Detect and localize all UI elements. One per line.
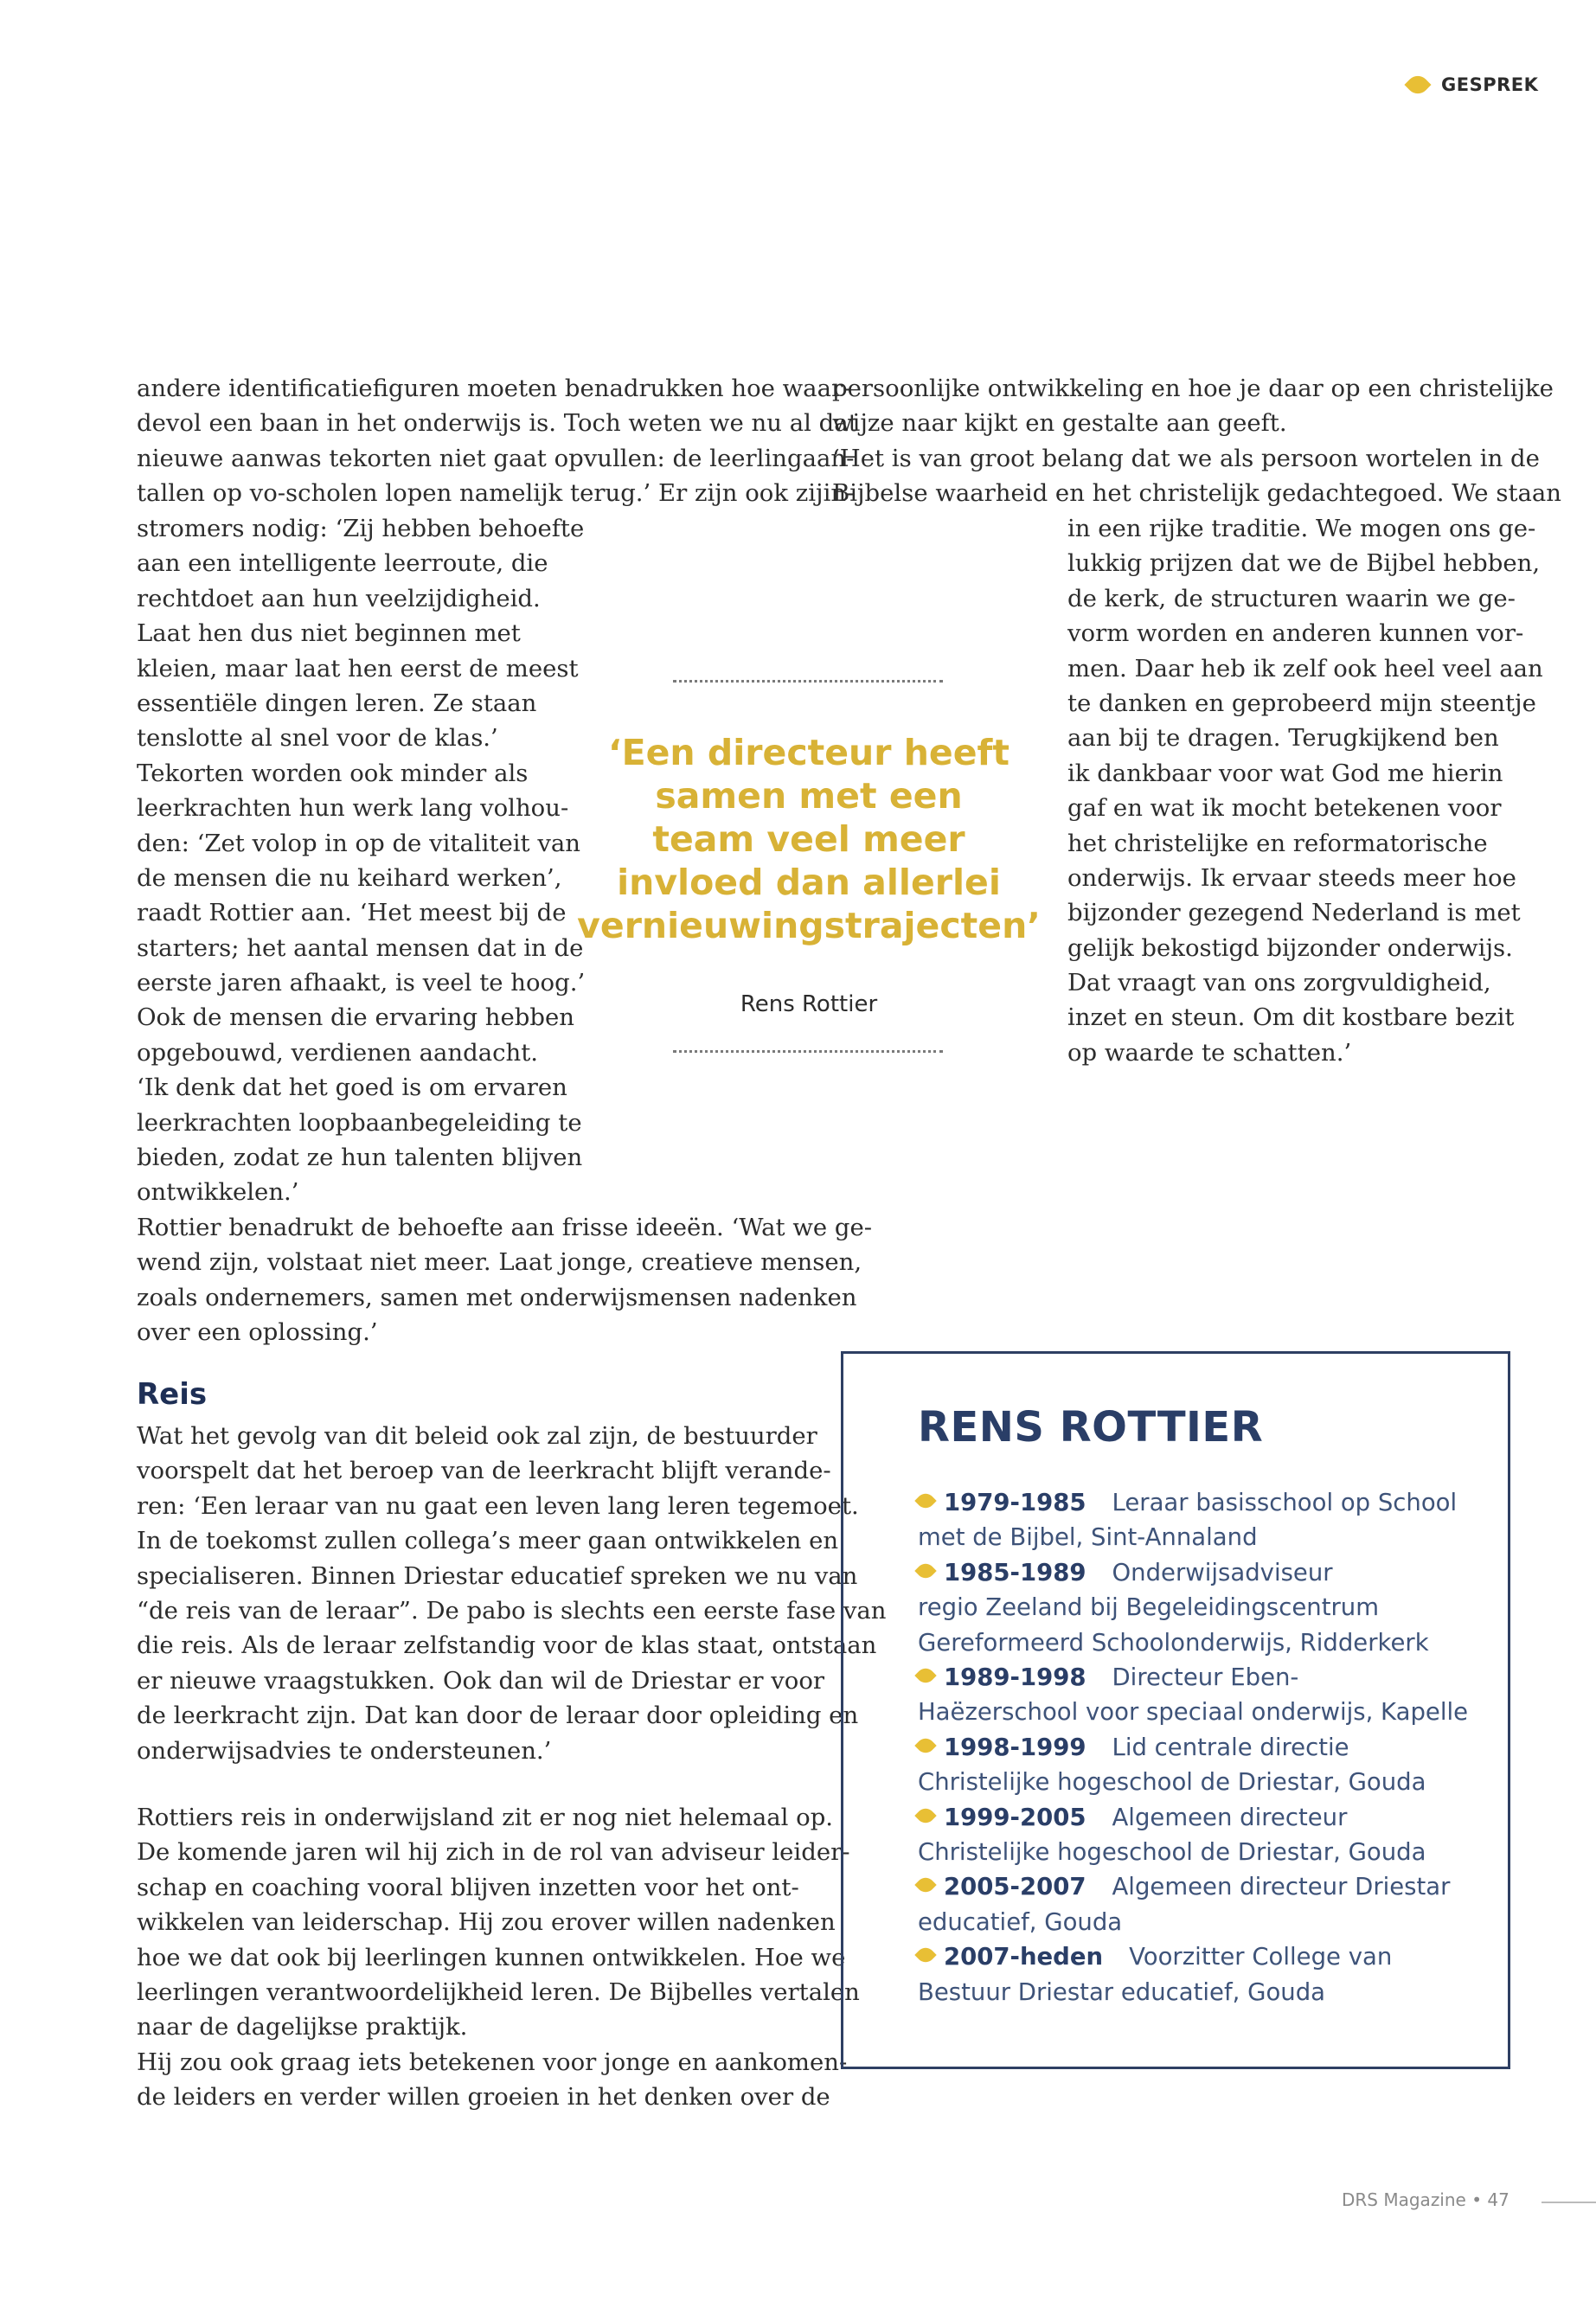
bio-role: Leraar basisschool op School — [1112, 1489, 1458, 1516]
text-line: andere identificatiefiguren moeten benadrukken hoe waar- — [137, 375, 851, 402]
text-line: op waarde te schatten.’ — [1067, 1038, 1352, 1067]
text-line: den: ‘Zet volop in op de vitaliteit van — [137, 829, 580, 857]
text-line: Laat hen dus niet beginnen met — [137, 619, 521, 648]
subheading-reis: Reis — [137, 1377, 208, 1412]
text-line: Wat het gevolg van dit beleid ook zal zijn, de bestuurder — [137, 1422, 817, 1450]
text-line: persoonlijke ontwikkeling en hoe je daar op een christelijke — [832, 375, 1554, 402]
section-tag — [1408, 74, 1538, 95]
text-line: Bijbelse waarheid en het christelijk gedachtegoed. We staan — [832, 479, 1561, 508]
bio-role-continued: Christelijke hogeschool de Driestar, Gouda — [918, 1768, 1426, 1797]
text-line: vorm worden en anderen kunnen vor- — [1067, 619, 1524, 648]
bio-entry — [918, 1730, 1489, 1800]
leaf-bullet-icon — [914, 1875, 936, 1896]
bio-role: Voorzitter College van — [1129, 1943, 1393, 1971]
text-line: hoe we dat ook bij leerlingen kunnen ontwikkelen. Hoe we — [137, 1943, 846, 1971]
text-line: aan bij te dragen. Terugkijkend ben — [1067, 724, 1499, 753]
bio-entry — [918, 1800, 1489, 1870]
text-line: raadt Rottier aan. ‘Het meest bij de — [137, 899, 567, 927]
text-line: gaf en wat ik mocht betekenen voor — [1067, 794, 1502, 823]
pull-quote-line: samen met een — [655, 775, 963, 817]
bio-entry — [918, 1485, 1489, 1555]
text-line: ren: ‘Een leraar van nu gaat een leven lang leren tegemoet. — [137, 1491, 859, 1520]
text-line: in een rijke traditie. We mogen ons ge- — [1067, 515, 1536, 542]
text-line: voorspelt dat het beroep van de leerkracht blijft verande- — [137, 1457, 831, 1485]
text-line: rechtdoet aan hun veelzijdigheid. — [137, 584, 541, 612]
bio-role-continued: educatief, Gouda — [918, 1907, 1123, 1936]
text-line: bieden, zodat ze hun talenten blijven — [137, 1144, 583, 1172]
bio-years: 1998-1999 — [944, 1733, 1086, 1761]
text-line: inzet en steun. Om dit kostbare bezit — [1067, 1003, 1515, 1032]
bio-entry — [918, 1869, 1489, 1939]
leaf-bullet-icon — [914, 1560, 936, 1581]
right-narrow-text — [1067, 511, 1543, 1070]
pull-quote-line: invloed dan allerlei — [617, 862, 1001, 903]
bio-role-continued: Bestuur Driestar educatief, Gouda — [918, 1977, 1326, 2006]
text-line: de leiders en verder willen groeien in het denken over de — [137, 2083, 830, 2112]
text-line: men. Daar heb ik zelf ook heel veel aan — [1067, 654, 1543, 683]
bio-role-continued: Christelijke hogeschool de Driestar, Gouda — [918, 1838, 1426, 1867]
text-line: Ook de mensen die ervaring hebben — [137, 1003, 574, 1032]
bio-years: 1999-2005 — [944, 1803, 1086, 1831]
text-line: er nieuwe vraagstukken. Ook dan wil de Driestar er voor — [137, 1666, 825, 1695]
pull-quote-author: Rens Rottier — [740, 991, 878, 1017]
bio-role: Onderwijsadviseur — [1112, 1558, 1333, 1586]
text-line: eerste jaren afhaakt, is veel te hoog.’ — [137, 969, 586, 997]
text-line: onderwijsadvies te ondersteunen.’ — [137, 1736, 552, 1765]
text-line: leerkrachten hun werk lang volhou- — [137, 794, 569, 823]
reis-paragraph — [137, 1419, 887, 1768]
text-line: devol een baan in het onderwijs is. Toch weten we nu al dat — [137, 409, 858, 438]
text-line: te danken en geprobeerd mijn steentje — [1067, 689, 1536, 717]
quote-divider-top — [673, 680, 943, 683]
left-narrow-text — [137, 511, 586, 1210]
footer-rule — [1542, 2202, 1596, 2203]
text-line: onderwijs. Ik ervaar steeds meer hoe — [1067, 863, 1516, 892]
bio-years: 2005-2007 — [944, 1873, 1086, 1901]
bio-years: 1979-1985 — [944, 1489, 1086, 1516]
text-line: de mensen die nu keihard werken’, — [137, 863, 562, 892]
magazine-name: DRS Magazine — [1342, 2189, 1466, 2210]
text-line: tenslotte al snel voor de klas.’ — [137, 724, 498, 753]
bio-role: Algemeen directeur Driestar — [1112, 1873, 1451, 1901]
text-line: kleien, maar laat hen eerst de meest — [137, 654, 579, 683]
text-line: Tekorten worden ook minder als — [137, 759, 529, 787]
leaf-bullet-icon — [914, 1734, 936, 1756]
bio-entry — [918, 1660, 1489, 1730]
bio-role: Lid centrale directie — [1112, 1733, 1349, 1761]
text-line: wijze naar kijkt en gestalte aan geeft. — [832, 409, 1287, 438]
bio-years: 2007-heden — [944, 1943, 1104, 1971]
right-wide-text — [832, 371, 1561, 511]
leaf-bullet-icon — [914, 1804, 936, 1826]
text-line: De komende jaren wil hij zich in de rol van adviseur leider- — [137, 1838, 850, 1867]
text-line: starters; het aantal mensen dat in de — [137, 933, 584, 962]
text-line: specialiseren. Binnen Driestar educatief spreken we nu van — [137, 1561, 858, 1590]
text-line: schap en coaching vooral blijven inzetten voor het ont- — [137, 1873, 799, 1901]
bio-role: Algemeen directeur — [1112, 1803, 1348, 1831]
page-number: 47 — [1487, 2189, 1509, 2210]
pull-quote-line: ‘Een directeur heeft — [608, 732, 1010, 773]
text-line: over een oplossing.’ — [137, 1318, 378, 1347]
closing-paragraph — [137, 1800, 860, 2115]
text-line: Rottier benadrukt de behoefte aan frisse ideeën. ‘Wat we ge- — [137, 1214, 873, 1241]
left-wide-text — [137, 1210, 873, 1350]
text-line: lukkig prijzen dat we de Bijbel hebben, — [1067, 549, 1541, 578]
text-line: ‘Ik denk dat het goed is om ervaren — [137, 1074, 567, 1102]
text-line: naar de dagelijkse praktijk. — [137, 2013, 468, 2041]
leaf-bullet-icon — [1404, 71, 1431, 98]
text-line: het christelijke en reformatorische — [1067, 829, 1488, 857]
text-line: opgebouwd, verdienen aandacht. — [137, 1038, 539, 1067]
page-footer — [1342, 2189, 1509, 2210]
bio-role-continued: Gereformeerd Schoolonderwijs, Ridderkerk — [918, 1628, 1429, 1657]
text-line: ‘Het is van groot belang dat we als persoon wortelen in de — [832, 444, 1540, 472]
leaf-bullet-icon — [914, 1945, 936, 1966]
text-line: zoals ondernemers, samen met onderwijsmensen nadenken — [137, 1283, 857, 1311]
bio-years: 1989-1998 — [944, 1663, 1086, 1692]
text-line: Dat vraagt van ons zorgvuldigheid, — [1067, 969, 1491, 997]
text-line: aan een intelligente leerroute, die — [137, 549, 548, 578]
leaf-bullet-icon — [914, 1664, 936, 1686]
text-line: Rottiers reis in onderwijsland zit er nog niet helemaal op. — [137, 1804, 834, 1831]
text-line: wend zijn, volstaat niet meer. Laat jonge, creatieve mensen, — [137, 1248, 862, 1277]
text-line: ik dankbaar voor wat God me hierin — [1067, 759, 1503, 787]
left-intro-text — [137, 371, 858, 511]
bio-entry — [918, 1555, 1489, 1660]
text-line: de kerk, de structuren waarin we ge- — [1067, 584, 1516, 612]
text-line: leerkrachten loopbaanbegeleiding te — [137, 1108, 582, 1137]
text-line: die reis. Als de leraar zelfstandig voor de klas staat, ontstaan — [137, 1631, 877, 1660]
text-line: nieuwe aanwas tekorten niet gaat opvullen: de leerlingaan- — [137, 444, 855, 472]
text-line: essentiële dingen leren. Ze staan — [137, 689, 537, 717]
bio-list — [918, 1485, 1489, 2009]
footer-separator: • — [1471, 2189, 1483, 2210]
pull-quote-line: team veel meer — [652, 818, 965, 860]
leaf-bullet-icon — [914, 1490, 936, 1511]
pull-quote-line: vernieuwingstrajecten’ — [577, 905, 1041, 946]
section-tag-label: GESPREK — [1441, 74, 1539, 95]
bio-role: Directeur Eben- — [1112, 1663, 1299, 1692]
text-line: stromers nodig: ‘Zij hebben behoefte — [137, 515, 585, 542]
bio-entry — [918, 1939, 1489, 2009]
text-line: ontwikkelen.’ — [137, 1178, 299, 1207]
text-line: de leerkracht zijn. Dat kan door de leraar door opleiding en — [137, 1702, 859, 1730]
text-line: tallen op vo-scholen lopen namelijk terug.’ Er zijn ook zijin- — [137, 479, 855, 508]
text-line: wikkelen van leiderschap. Hij zou erover willen nadenken — [137, 1908, 836, 1937]
bio-role-continued: Haëzerschool voor speciaal onderwijs, Kapelle — [918, 1698, 1469, 1727]
bio-role-continued: regio Zeeland bij Begeleidingscentrum — [918, 1593, 1380, 1622]
text-line: gelijk bekostigd bijzonder onderwijs. — [1067, 933, 1513, 962]
bio-title: RENS ROTTIER — [918, 1403, 1264, 1452]
text-line: In de toekomst zullen collega’s meer gaan ontwikkelen en — [137, 1527, 839, 1555]
bio-years: 1985-1989 — [944, 1558, 1086, 1586]
text-line: leerlingen verantwoordelijkheid leren. De Bijbelles vertalen — [137, 1977, 860, 2006]
text-line: Hij zou ook graag iets betekenen voor jonge en aankomen- — [137, 2048, 848, 2076]
bio-role-continued: met de Bijbel, Sint-Annaland — [918, 1523, 1258, 1552]
text-line: bijzonder gezegend Nederland is met — [1067, 899, 1521, 927]
quote-divider-bottom — [673, 1050, 943, 1053]
text-line: “de reis van de leraar”. De pabo is slechts een eerste fase van — [137, 1596, 887, 1625]
pull-quote — [571, 731, 1047, 947]
